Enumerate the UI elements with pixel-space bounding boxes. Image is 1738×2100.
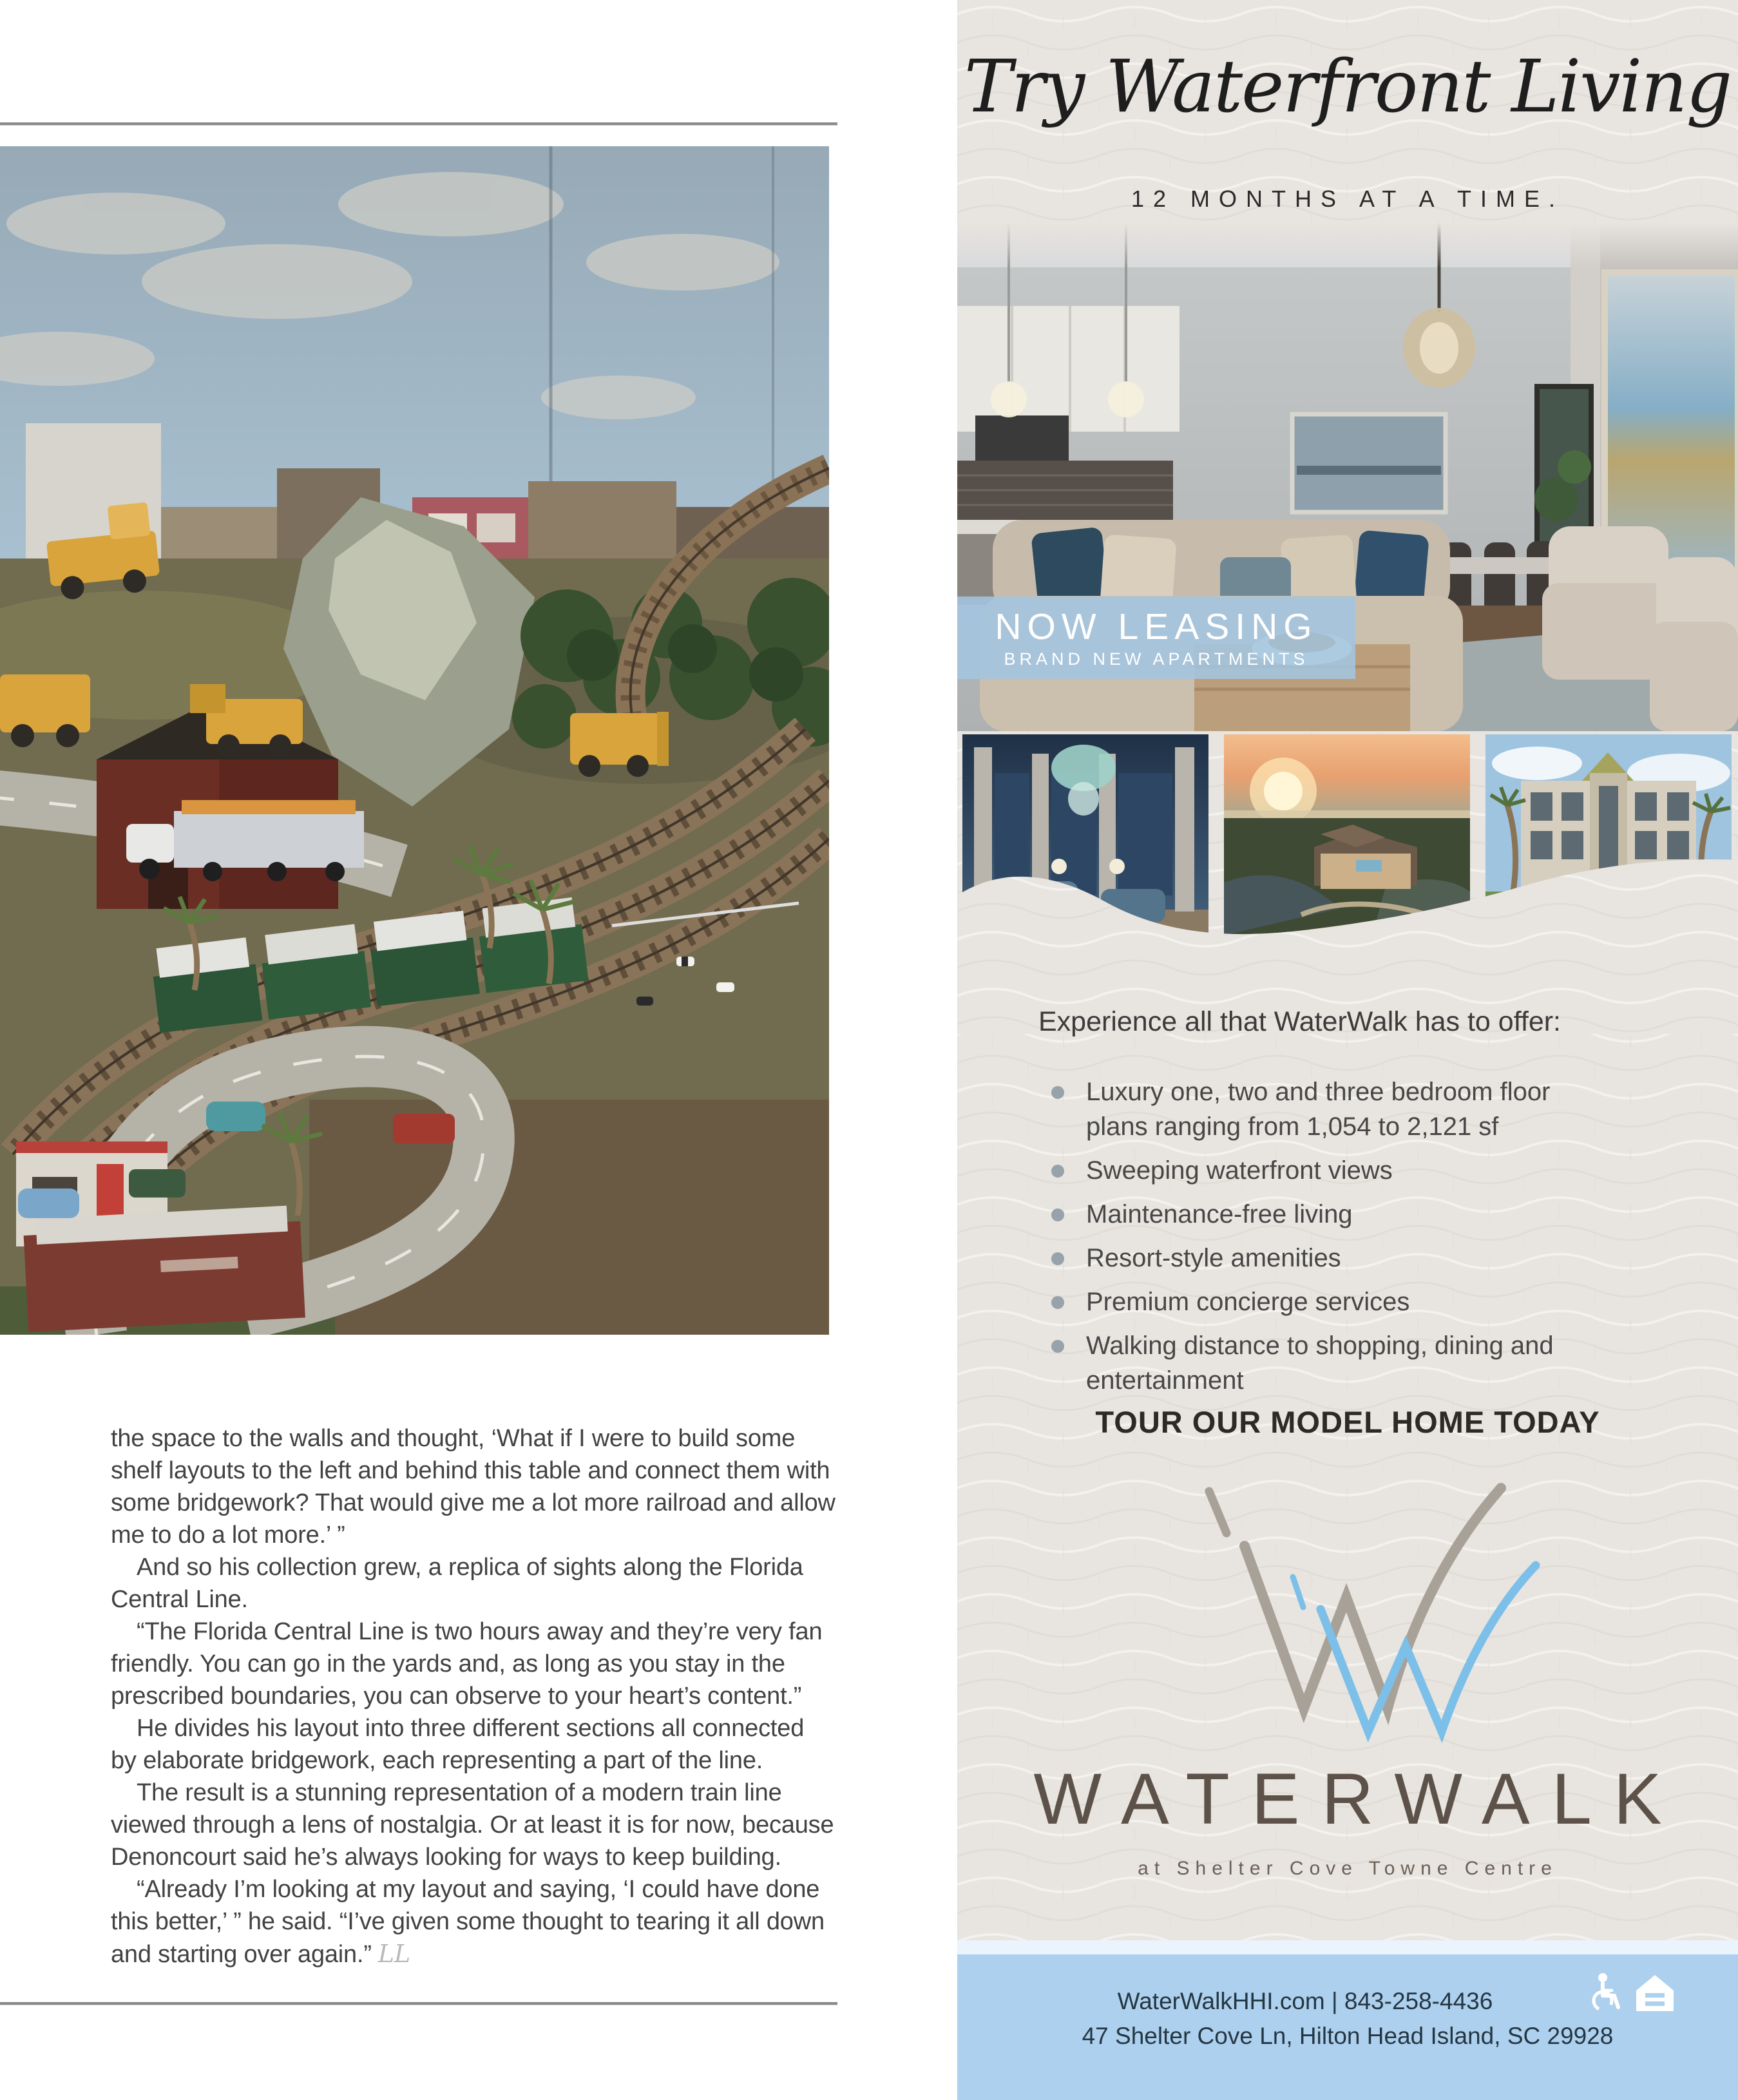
bullet-text: Premium concierge services: [1086, 1288, 1410, 1316]
brand-location: at Shelter Cove Towne Centre: [1138, 1858, 1558, 1879]
list-item: [1046, 1284, 1600, 1319]
footer-contact: WaterWalkHHI.com | 843-258-4436: [1117, 1988, 1493, 2014]
model-train-photo: [0, 146, 829, 1335]
bullet-dot-icon: [1051, 1252, 1064, 1265]
article-paragraph: The result is a stunning representation of a modern train line viewed through a lens of nostalgia. Or at least it is for now, because Denoncourt said he’s always looking for ways to keep building.: [111, 1779, 834, 1871]
bullet-dot-icon: [1051, 1208, 1064, 1221]
article-paragraph: the space to the walls and thought, ‘What if I were to build some shelf layouts to the left and behind this table and connect them with some bridgework? That would give me a lot more railroad and allow me to do a lot more.’ ”: [111, 1425, 836, 1549]
article-body: [111, 1422, 836, 1971]
list-item: [1046, 1153, 1600, 1188]
bullet-text: Maintenance-free living: [1086, 1200, 1353, 1228]
ad-headline: Try Waterfront Living: [964, 45, 1732, 129]
banner-subtitle: BRAND NEW APARTMENTS: [1004, 649, 1309, 669]
bullet-text: Luxury one, two and three bedroom floor plans ranging from 1,054 to 2,121 sf: [1086, 1078, 1551, 1141]
ad-tagline: 12 MONTHS AT A TIME.: [1131, 186, 1565, 212]
footer-bar: [957, 1954, 1738, 2100]
bullet-dot-icon: [1051, 1165, 1064, 1178]
waterwalk-ad: [957, 0, 1738, 2100]
bottom-rule: [0, 2002, 837, 2005]
cta-text: TOUR OUR MODEL HOME TODAY: [1095, 1405, 1600, 1439]
article-paragraph-text: “Already I’m looking at my layout and saying, ‘I could have done this better,’ ” he said. “I’ve given some thought to tearing it all down and starting over again.”: [111, 1876, 825, 1968]
equal-housing-icon: [1634, 1972, 1676, 2012]
bullet-text: Sweeping waterfront views: [1086, 1156, 1393, 1185]
bullet-dot-icon: [1051, 1086, 1064, 1099]
now-leasing-banner: [957, 597, 1355, 679]
article-end-mark: LL: [377, 1940, 410, 1968]
list-item: [1046, 1241, 1600, 1275]
hero-top-fade: [957, 222, 1738, 267]
boxcar: [23, 1205, 305, 1332]
offer-heading: Experience all that WaterWalk has to offer:: [1038, 1006, 1561, 1037]
list-item: [1046, 1328, 1600, 1398]
list-item: [1046, 1074, 1600, 1144]
bullet-dot-icon: [1051, 1340, 1064, 1353]
wheelchair-accessible-icon: [1587, 1972, 1623, 2012]
bullet-text: Resort-style amenities: [1086, 1244, 1341, 1272]
article-paragraph: He divides his layout into three different sections all connected by elaborate bridgework, each representing a part of the line.: [111, 1715, 805, 1774]
footer-accent-strip: [957, 1940, 1738, 1954]
article-paragraph: “The Florida Central Line is two hours away and they’re very fan friendly. You can go in the yards and, as long as you stay in the prescribed boundaries, you can observe to your heart’s content.”: [111, 1618, 823, 1710]
offer-bullet-list: [1046, 1074, 1600, 1407]
bullet-dot-icon: [1051, 1296, 1064, 1309]
bullet-text: Walking distance to shopping, dining and entertainment: [1086, 1332, 1554, 1395]
article-paragraph: And so his collection grew, a replica of sights along the Florida Central Line.: [111, 1554, 803, 1613]
article-paragraph: [111, 1873, 836, 1971]
footer-address: 47 Shelter Cove Ln, Hilton Head Island, SC 29928: [1082, 2023, 1614, 2049]
brand-name: WATERWALK: [1033, 1759, 1684, 1839]
list-item: [1046, 1197, 1600, 1232]
banner-title: NOW LEASING: [995, 606, 1318, 647]
top-rule: [0, 122, 837, 126]
seascape-painting: [1292, 414, 1446, 512]
waterwalk-logo-icon: [1148, 1469, 1547, 1746]
wave-swoosh: [957, 812, 1738, 1034]
